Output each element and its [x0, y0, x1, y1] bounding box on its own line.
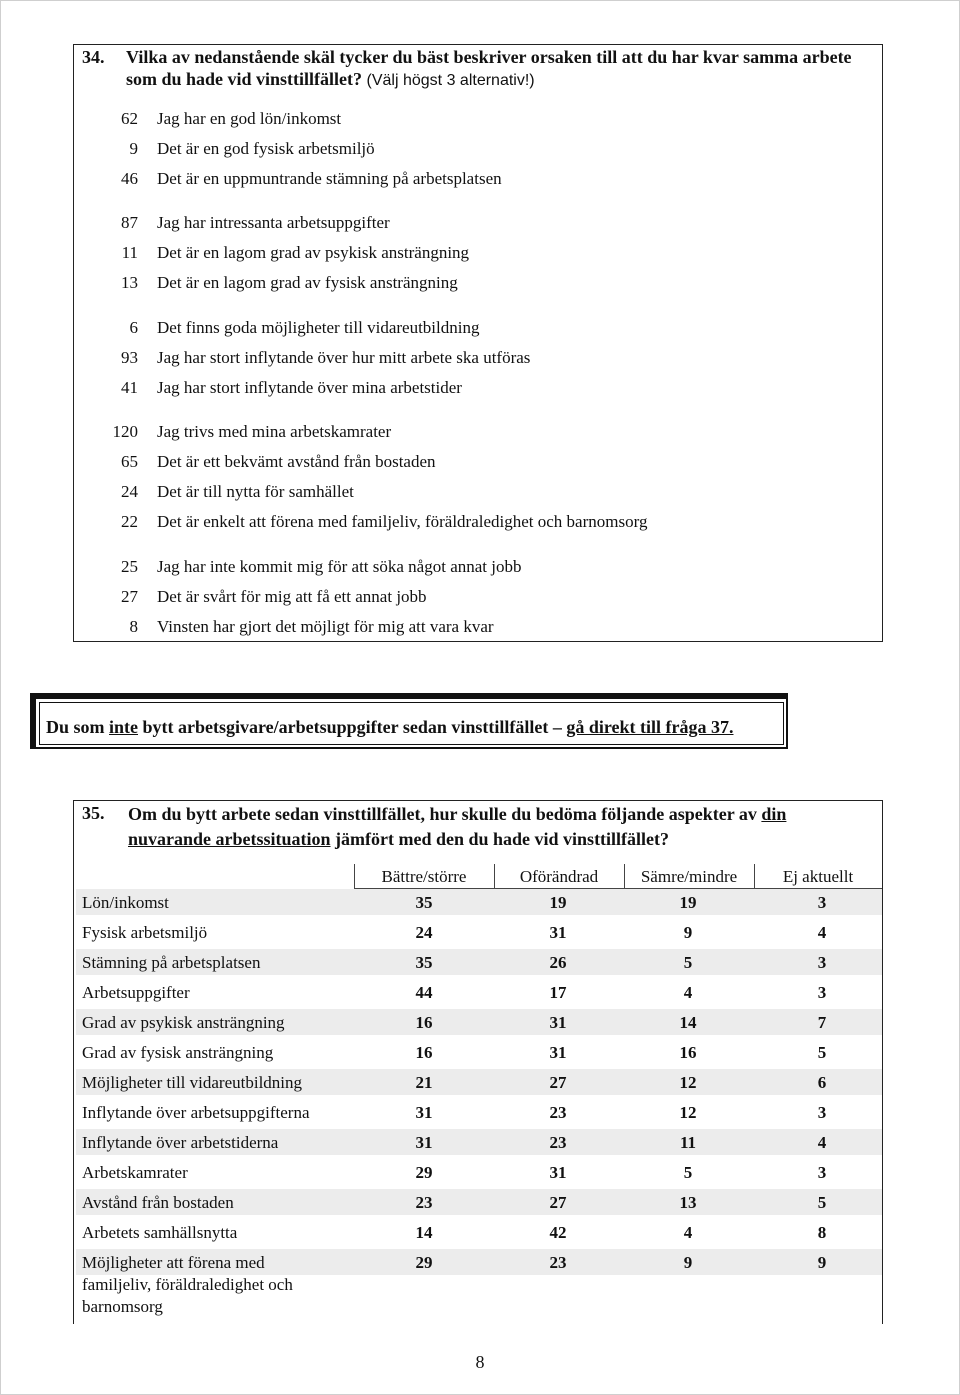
answer-count: 41	[121, 378, 138, 397]
skip-instruction	[39, 702, 784, 745]
q35-number: 35.	[82, 803, 105, 823]
cell-value: 19	[679, 893, 697, 912]
cell-value: 6	[817, 1073, 827, 1092]
q35-question-din: din	[761, 804, 787, 824]
cell-value: 3	[817, 953, 827, 972]
q35-question	[128, 802, 868, 852]
cell-value: 23	[549, 1103, 567, 1122]
cell-value: 23	[415, 1193, 433, 1212]
table-row	[76, 1249, 882, 1321]
row-label: Lön/inkomst	[82, 893, 169, 912]
table-row	[76, 949, 882, 979]
cell-value: 27	[549, 1193, 567, 1212]
cell-value: 3	[817, 893, 827, 912]
answer-count: 120	[112, 422, 138, 441]
cell-value: 19	[549, 893, 567, 912]
cell-value: 24	[415, 923, 433, 942]
skip-text-1: Du som	[46, 717, 110, 737]
answer-label: Det är enkelt att förena med familjeliv, föräldraledighet och barnomsorg	[157, 512, 648, 531]
cell-value: 7	[817, 1013, 827, 1032]
column-header-unchanged: Oförändrad	[519, 867, 599, 886]
cell-value: 16	[679, 1043, 697, 1062]
skip-dash: –	[552, 717, 562, 737]
skip-text-inte: inte	[109, 717, 139, 737]
cell-value: 3	[817, 1163, 827, 1182]
answer-count: 22	[121, 512, 138, 531]
skip-instruction-box	[30, 693, 788, 749]
answer-label: Det är svårt för mig att få ett annat jobb	[157, 587, 427, 606]
q35-question-text-2: jämfört med den du hade vid vinsttillfället?	[330, 829, 670, 849]
column-header-worse: Sämre/mindre	[640, 867, 738, 886]
table-row	[76, 889, 882, 919]
cell-value: 29	[415, 1163, 433, 1182]
cell-value: 14	[679, 1013, 697, 1032]
answer-count: 8	[129, 617, 138, 636]
row-label: Fysisk arbetsmiljö	[82, 923, 208, 942]
answer-label: Det är ett bekvämt avstånd från bostaden	[157, 452, 436, 471]
cell-value: 31	[549, 1043, 567, 1062]
answer-label: Jag har stort inflytande över hur mitt arbete ska utföras	[157, 348, 531, 367]
q35-question-text-1: Om du bytt arbete sedan vinsttillfället, hur skulle du bedöma följande aspekter av	[128, 804, 762, 824]
row-label: Grad av psykisk ansträngning	[82, 1013, 285, 1032]
row-label: Arbetskamrater	[82, 1163, 188, 1182]
table-row	[76, 1189, 882, 1219]
cell-value: 27	[549, 1073, 567, 1092]
cell-value: 9	[817, 1253, 827, 1272]
cell-value: 31	[415, 1133, 433, 1152]
page-number: 8	[475, 1352, 485, 1372]
row-label: Arbetsuppgifter	[82, 983, 190, 1002]
answer-count: 93	[121, 348, 138, 367]
answer-label: Jag har inte kommit mig för att söka något annat jobb	[157, 557, 522, 576]
q35-question-current-situation: nuvarande arbetssituation	[128, 829, 331, 849]
cell-value: 9	[683, 923, 693, 942]
cell-value: 4	[817, 923, 827, 942]
q34-question-instruction: (Välj högst 3 alternativ!)	[366, 72, 535, 89]
answer-label: Vinsten har gjort det möjligt för mig att vara kvar	[157, 617, 494, 636]
table-row	[76, 1129, 882, 1159]
cell-value: 4	[683, 1223, 693, 1242]
row-label: Grad av fysisk ansträngning	[82, 1043, 274, 1062]
answer-label: Det är en lagom grad av fysisk ansträngning	[157, 273, 458, 292]
answer-count: 11	[121, 243, 138, 262]
table-row	[76, 1039, 882, 1069]
table-row	[76, 1159, 882, 1189]
cell-value: 44	[415, 983, 433, 1002]
cell-value: 21	[415, 1073, 433, 1092]
cell-value: 26	[549, 953, 567, 972]
row-label: Inflytande över arbetsuppgifterna	[82, 1103, 310, 1122]
answer-label: Det är till nytta för samhället	[157, 482, 354, 501]
cell-value: 31	[549, 1013, 567, 1032]
answer-count: 46	[121, 169, 138, 188]
cell-value: 35	[415, 953, 433, 972]
answer-label: Jag har intressanta arbetsuppgifter	[157, 213, 390, 232]
table-row	[76, 979, 882, 1009]
row-label: Möjligheter till vidareutbildning	[82, 1073, 303, 1092]
cell-value: 4	[817, 1133, 827, 1152]
row-label: Avstånd från bostaden	[82, 1193, 234, 1212]
q34-question	[126, 46, 866, 92]
answer-count: 24	[121, 482, 138, 501]
cell-value: 17	[549, 983, 567, 1002]
answer-label: Jag trivs med mina arbetskamrater	[157, 422, 392, 441]
answer-count: 87	[121, 213, 138, 232]
row-label: Stämning på arbetsplatsen	[82, 953, 261, 972]
cell-value: 42	[549, 1223, 567, 1242]
table-row	[76, 1099, 882, 1129]
q34-box	[73, 44, 883, 642]
q34-question-bold: Vilka av nedanstående skäl tycker du bäst beskriver orsaken till att du har kvar samma arbete som du hade vid vinsttillfället?	[126, 47, 852, 89]
cell-value: 5	[817, 1043, 827, 1062]
answer-count: 27	[121, 587, 138, 606]
cell-value: 5	[817, 1193, 827, 1212]
cell-value: 12	[679, 1073, 697, 1092]
cell-value: 12	[679, 1103, 697, 1122]
row-label: Arbetets samhällsnytta	[82, 1223, 238, 1242]
cell-value: 23	[549, 1253, 567, 1272]
answer-label: Jag har stort inflytande över mina arbetstider	[157, 378, 462, 397]
column-header-better: Bättre/större	[381, 867, 467, 886]
cell-value: 31	[415, 1103, 433, 1122]
answer-count: 62	[121, 109, 138, 128]
answer-label: Jag har en god lön/inkomst	[157, 109, 342, 128]
cell-value: 29	[415, 1253, 433, 1272]
answer-count: 65	[121, 452, 138, 471]
table-row	[76, 1069, 882, 1099]
answer-label: Det är en lagom grad av psykisk ansträngning	[157, 243, 470, 262]
cell-value: 23	[549, 1133, 567, 1152]
cell-value: 5	[683, 1163, 693, 1182]
cell-value: 3	[817, 1103, 827, 1122]
cell-value: 16	[415, 1043, 433, 1062]
cell-value: 11	[679, 1133, 697, 1152]
cell-value: 8	[817, 1223, 827, 1242]
column-header-not-applicable: Ej aktuellt	[782, 867, 854, 886]
answer-label: Det finns goda möjligheter till vidareutbildning	[157, 318, 480, 337]
cell-value: 5	[683, 953, 693, 972]
q35-table-header	[76, 863, 882, 889]
answer-count: 13	[121, 273, 138, 292]
table-row	[76, 919, 882, 949]
cell-value: 31	[549, 1163, 567, 1182]
answer-count: 25	[121, 557, 138, 576]
cell-value: 4	[683, 983, 693, 1002]
q34-number: 34.	[82, 47, 105, 67]
answer-label: Det är en uppmuntrande stämning på arbetsplatsen	[157, 169, 502, 188]
row-label: Möjligheter att förena med familjeliv, föräldraledighet och barnomsorg	[82, 1253, 293, 1316]
cell-value: 3	[817, 983, 827, 1002]
answer-count: 9	[129, 139, 138, 158]
cell-value: 16	[415, 1013, 433, 1032]
skip-text-2: bytt arbetsgivare/arbetsuppgifter sedan vinsttillfället	[138, 717, 553, 737]
cell-value: 9	[683, 1253, 693, 1272]
cell-value: 31	[549, 923, 567, 942]
cell-value: 35	[415, 893, 433, 912]
table-row	[76, 1009, 882, 1039]
answer-count: 6	[129, 318, 138, 337]
skip-target-link: gå direkt till fråga 37.	[566, 717, 734, 737]
answer-label: Det är en god fysisk arbetsmiljö	[157, 139, 375, 158]
cell-value: 14	[415, 1223, 433, 1242]
row-label: Inflytande över arbetstiderna	[82, 1133, 279, 1152]
cell-value: 13	[679, 1193, 697, 1212]
table-row	[76, 1219, 882, 1249]
